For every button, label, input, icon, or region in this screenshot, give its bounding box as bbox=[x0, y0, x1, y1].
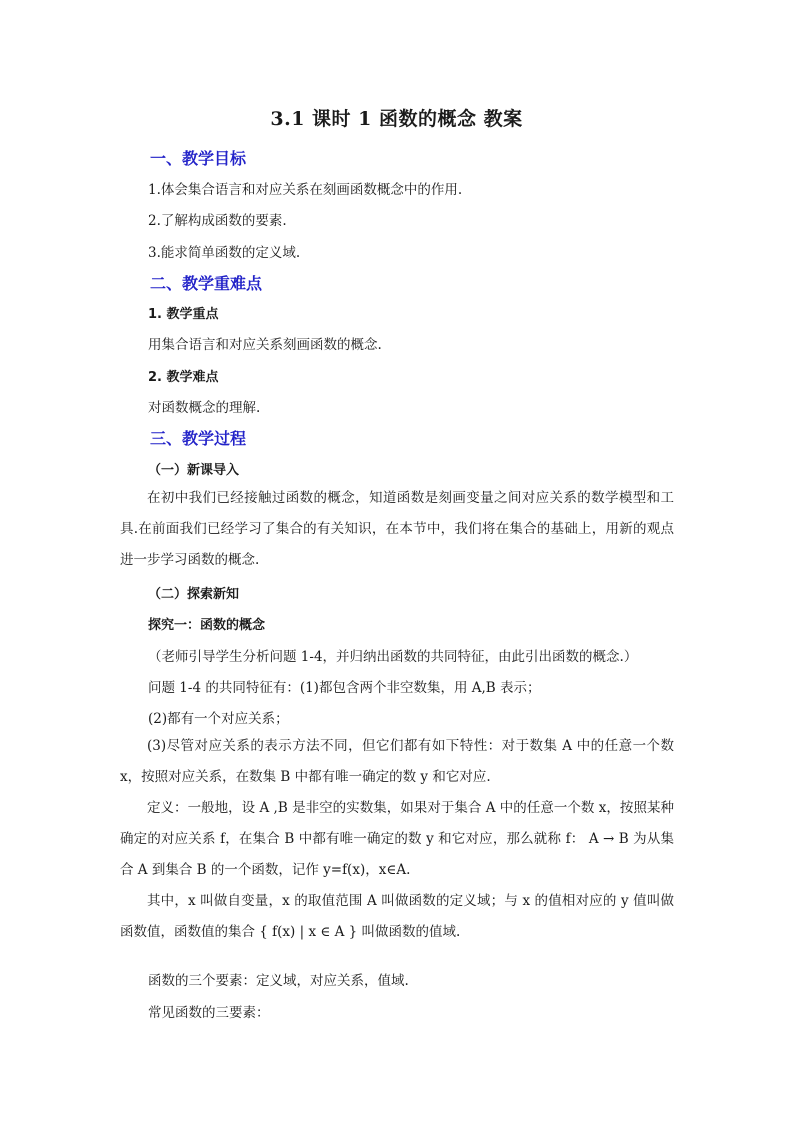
subheading-focus: 1. 教学重点 bbox=[148, 307, 219, 322]
difficulty-text: 对函数概念的理解. bbox=[148, 400, 261, 416]
section-heading-process: 三、教学过程 bbox=[150, 429, 247, 448]
goal-item-2: 2.了解构成函数的要素. bbox=[148, 213, 287, 229]
goal-item-1: 1.体会集合语言和对应关系在刻画函数概念中的作用. bbox=[148, 182, 463, 198]
intro-paragraph: 在初中我们已经接触过函数的概念，知道函数是刻画变量之间对应关系的数学模型和工具.在前面我们已经学习了集合的有关知识，在本节中，我们将在集合的基础上，用新的观点进一步学习函数的概念. bbox=[120, 490, 674, 568]
goal-item-3: 3.能求简单函数的定义域. bbox=[148, 245, 301, 261]
page-title: 3.1 课时 1 函数的概念 教案 bbox=[270, 108, 523, 130]
section-heading-goals: 一、教学目标 bbox=[150, 149, 247, 168]
definition-paragraph: 定义：一般地，设 A ,B 是非空的实数集，如果对于集合 A 中的任意一个数 x，按照某种确定的对应关系 f，在集合 B 中都有唯一确定的数 y 和它对应，那么就称 f： A → B 为从集合 A 到集合 B 的一个函数，记作 y=f(x)，x∈A. bbox=[120, 800, 674, 878]
teacher-note: （老师引导学生分析问题 1-4，并归纳出函数的共同特征，由此引出函数的概念.） bbox=[148, 649, 638, 665]
domain-range-paragraph: 其中，x 叫做自变量，x 的取值范围 A 叫做函数的定义域；与 x 的值相对应的 y 值叫做函数值，函数值的集合 { f(x) | x ∈ A } 叫做函数的值域. bbox=[120, 893, 674, 940]
subheading-explore: （二）探索新知 bbox=[148, 587, 240, 602]
subheading-explore-1: 探究一：函数的概念 bbox=[148, 618, 266, 633]
feature-2: (2)都有一个对应关系； bbox=[148, 711, 289, 727]
section-heading-keypoints: 二、教学重难点 bbox=[150, 274, 263, 293]
focus-text: 用集合语言和对应关系刻画函数的概念. bbox=[148, 337, 382, 353]
common-three-elements: 常见函数的三要素： bbox=[148, 1005, 270, 1021]
subheading-intro: （一）新课导入 bbox=[148, 463, 240, 478]
feature-3-paragraph: (3)尽管对应关系的表示方法不同，但它们都有如下特性：对于数集 A 中的任意一个数 x，按照对应关系，在数集 B 中都有唯一确定的数 y 和它对应. bbox=[120, 738, 674, 785]
three-elements: 函数的三个要素：定义域，对应关系，值域. bbox=[148, 973, 409, 989]
common-features: 问题 1-4 的共同特征有：(1)都包含两个非空数集，用 A,B 表示； bbox=[148, 680, 541, 696]
subheading-difficulty: 2. 教学难点 bbox=[148, 370, 219, 385]
